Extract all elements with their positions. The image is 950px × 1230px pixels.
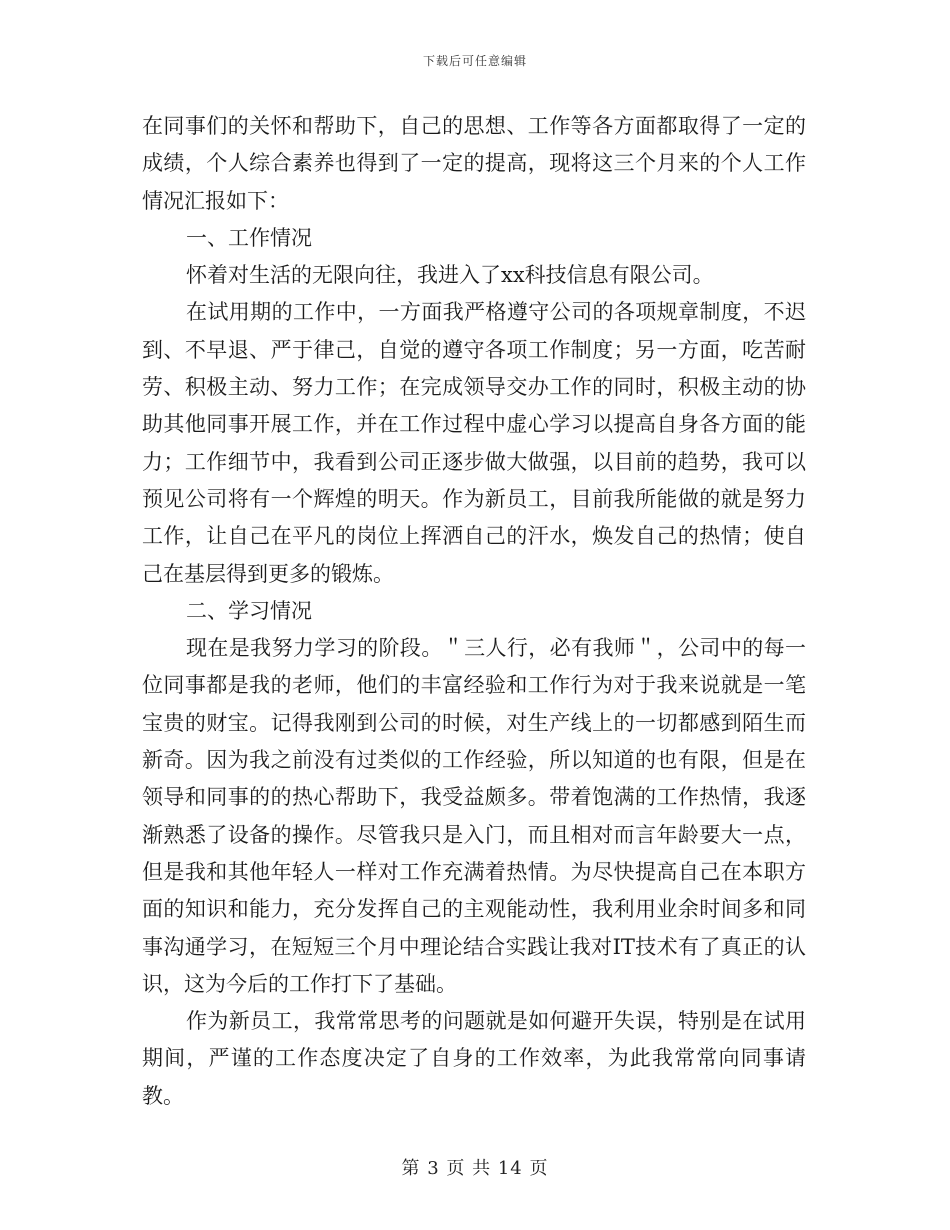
paragraph-study-details: 现在是我努力学习的阶段。＂三人行，必有我师＂，公司中的每一位同事都是我的老师，他们的丰富经验和工作行为对于我来说就是一笔宝贵的财宝。记得我刚到公司的时候，对生产线上的一切都感到陌生而新奇。因为我之前没有过类似的工作经验，所以知道的也有限，但是在领导和同事的的热心帮助下，我受益颇多。带着饱满的工作热情，我逐渐熟悉了设备的操作。尽管我只是入门，而且相对而言年龄要大一点，但是我和其他年轻人一样对工作充满着热情。为尽快提高自己在本职方面的知识和能力，充分发挥自己的主观能动性，我利用业余时间多和同事沟通学习，在短短三个月中理论结合实践让我对IT技术有了真正的认识，这为今后的工作打下了基础。 — [142, 636, 806, 996]
paragraph-new-employee: 作为新员工，我常常思考的问题就是如何避开失误，特别是在试用期间，严谨的工作态度决定了自身的工作效率，为此我常常向同事请教。 — [142, 1009, 806, 1108]
section-heading-work: 一、工作情况 — [186, 225, 312, 250]
page-header: 下载后可任意编辑 — [422, 54, 527, 68]
paragraph-joining: 怀着对生活的无限向往，我进入了xx科技信息有限公司。 — [186, 263, 714, 288]
paragraph-intro: 在同事们的关怀和帮助下，自己的思想、工作等各方面都取得了一定的成绩，个人综合素养也得到了一定的提高，现将这三个月来的个人工作情况汇报如下： — [142, 114, 806, 213]
section-heading-study: 二、学习情况 — [186, 598, 312, 623]
document-body — [142, 108, 806, 1115]
paragraph-work-details: 在试用期的工作中，一方面我严格遵守公司的各项规章制度，不迟到、不早退、严于律己，自觉的遵守各项工作制度；另一方面，吃苦耐劳、积极主动、努力工作；在完成领导交办工作的同时，积极主动的协助其他同事开展工作，并在工作过程中虚心学习以提高自身各方面的能力；工作细节中，我看到公司正逐步做大做强，以目前的趋势，我可以预见公司将有一个辉煌的明天。作为新员工，目前我所能做的就是努力工作，让自己在平凡的岗位上挥洒自己的汗水，焕发自己的热情；使自己在基层得到更多的锻炼。 — [142, 300, 806, 586]
page-footer: 第 3 页 共 14 页 — [401, 1158, 549, 1179]
